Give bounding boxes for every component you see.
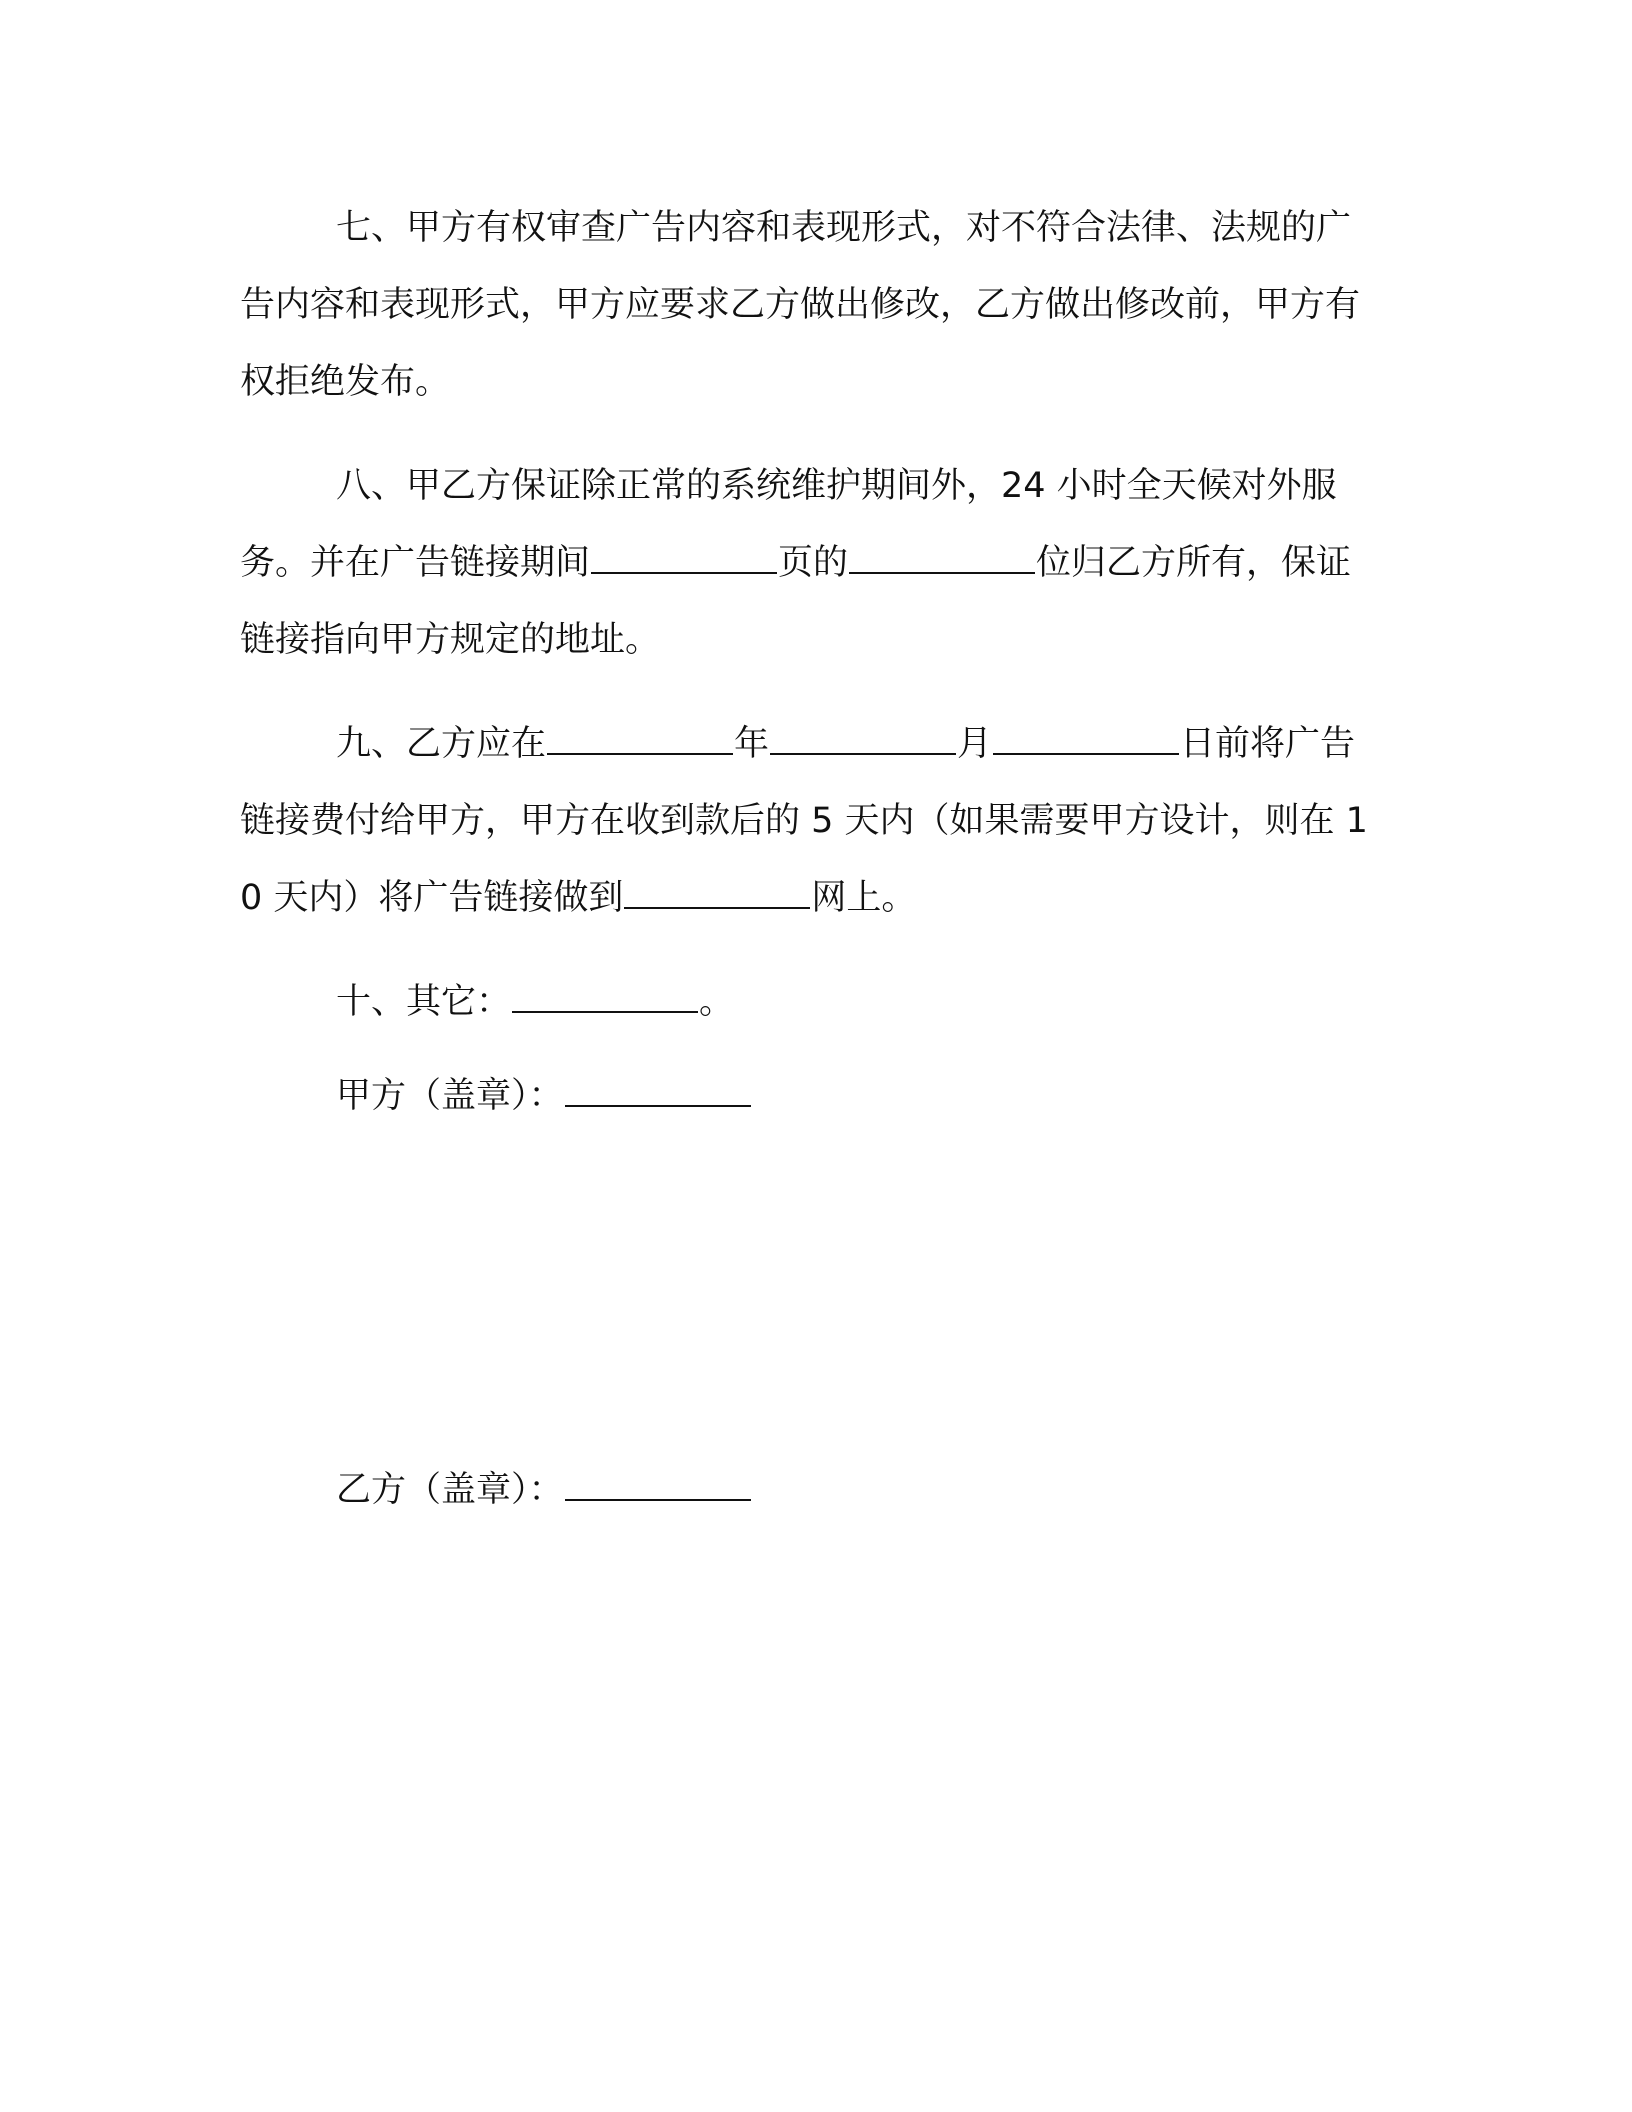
- clause-8-text-3: 位归乙方所有，保证链接指向甲方规定的地址。: [240, 543, 1352, 660]
- blank-field[interactable]: [591, 544, 777, 574]
- party-b-signature: [336, 1460, 752, 1520]
- clause-9-text-3: 月: [957, 724, 993, 764]
- clause-10-text-1: 十、其它：: [336, 982, 512, 1022]
- clause-9-text-1: 九、乙方应在: [336, 724, 547, 764]
- clause-9-text-5: 网上。: [811, 878, 917, 918]
- clause-7: [240, 190, 1380, 421]
- party-b-signature-field[interactable]: [565, 1471, 751, 1501]
- document-body: [240, 190, 1380, 1068]
- clause-8-text-1: 八、甲乙方保证除正常的系统维护期间外，24 小时全天候对外服务。并在广告链接期间: [240, 466, 1337, 583]
- party-a-signature: [336, 1066, 752, 1126]
- party-a-signature-field[interactable]: [565, 1077, 751, 1107]
- clause-10-text-2: 。: [699, 982, 735, 1022]
- blank-field-day[interactable]: [993, 725, 1179, 755]
- clause-9: [240, 706, 1380, 937]
- party-b-label: 乙方（盖章）：: [336, 1470, 564, 1510]
- clause-9-text-4: 日前将广告链接费付给甲方，甲方在收到款后的 5 天内（如果需要甲方设计，则在 10 天内）将广告链接做到: [240, 724, 1368, 918]
- blank-field-website[interactable]: [624, 879, 810, 909]
- clause-9-text-2: 年: [734, 724, 770, 764]
- blank-field-other[interactable]: [512, 983, 698, 1013]
- clause-10: [240, 964, 1380, 1041]
- blank-field[interactable]: [849, 544, 1035, 574]
- blank-field-month[interactable]: [770, 725, 956, 755]
- clause-7-text: 七、甲方有权审查广告内容和表现形式，对不符合法律、法规的广告内容和表现形式，甲方应要求乙方做出修改，乙方做出修改前，甲方有权拒绝发布。: [240, 208, 1361, 402]
- party-a-label: 甲方（盖章）：: [336, 1076, 564, 1116]
- clause-8: [240, 448, 1380, 679]
- blank-field-year[interactable]: [547, 725, 733, 755]
- clause-8-text-2: 页的: [778, 543, 849, 583]
